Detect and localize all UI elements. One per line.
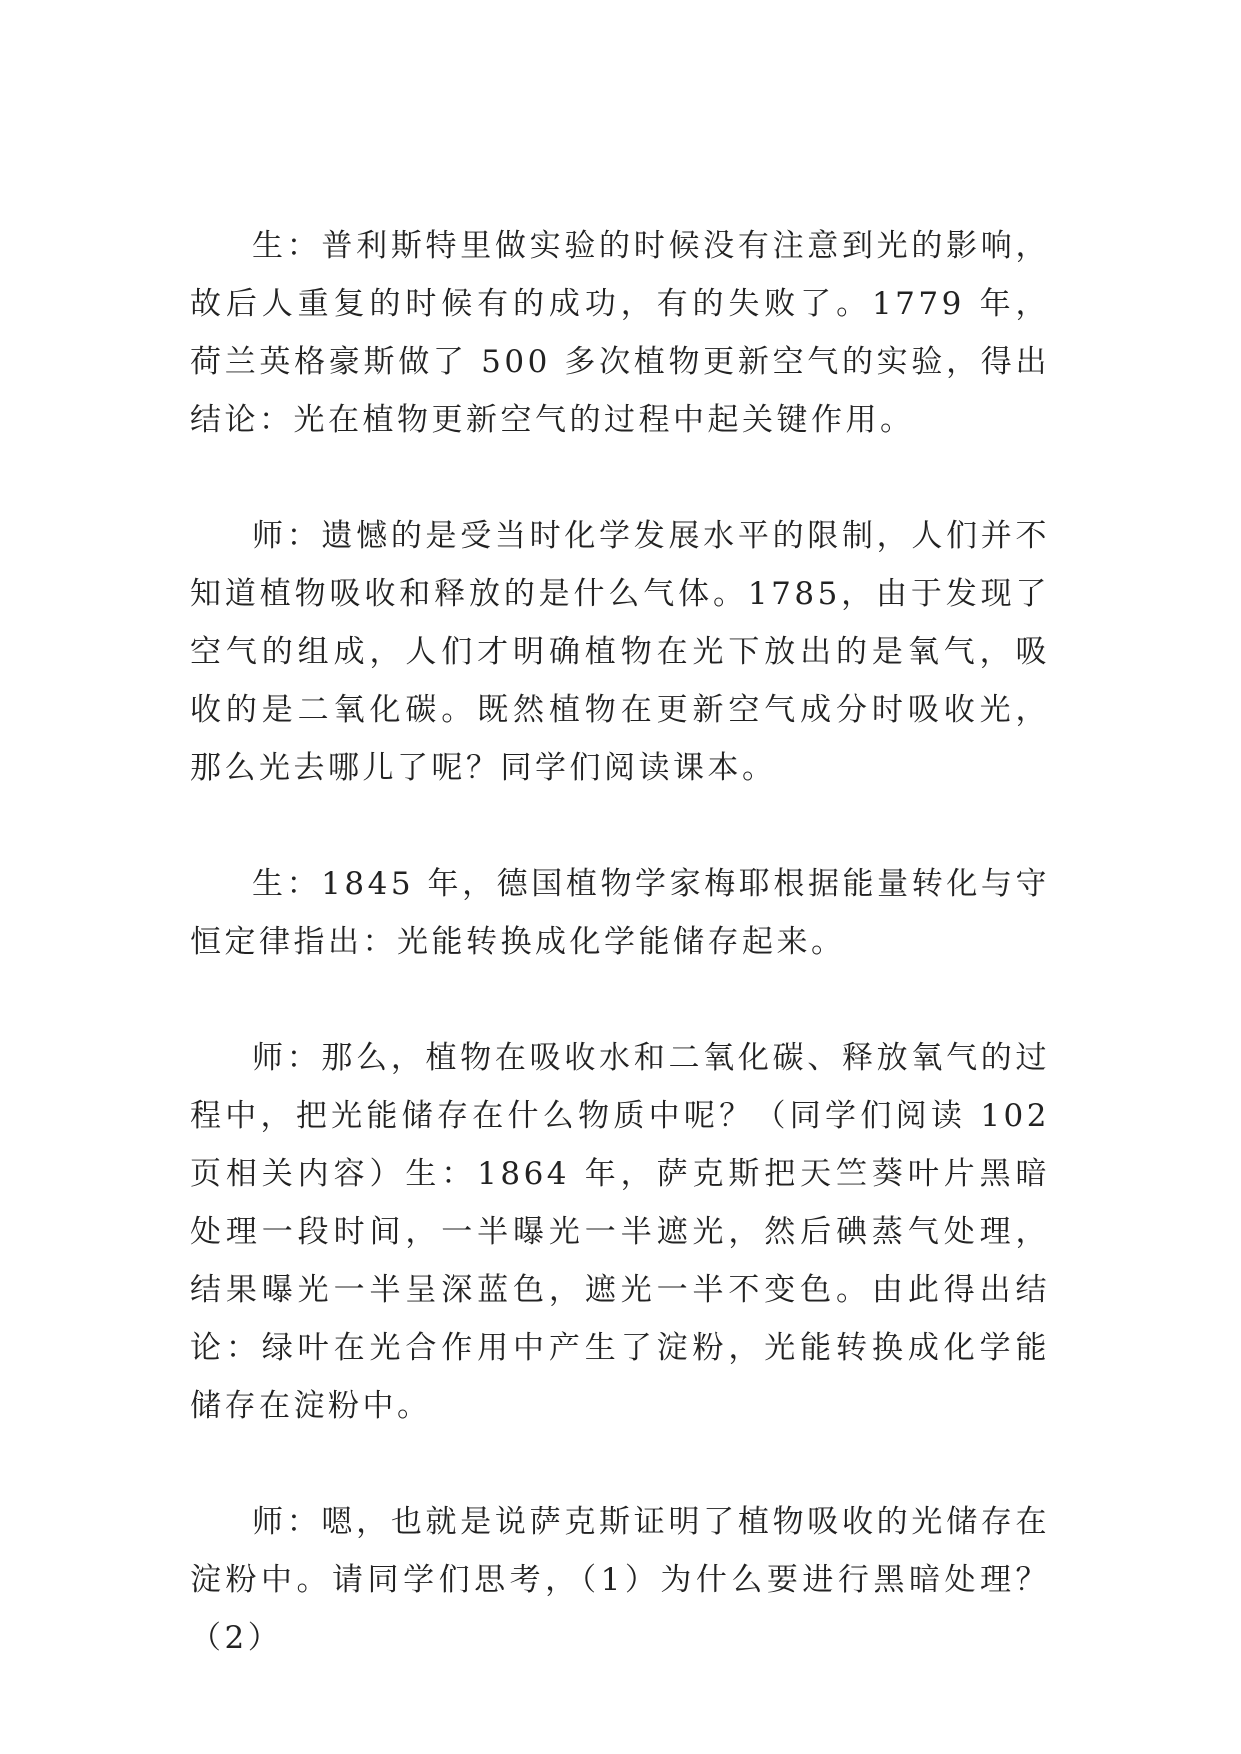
document-body (190, 217, 1050, 1667)
paragraph-2: 师：遗憾的是受当时化学发展水平的限制，人们并不知道植物吸收和释放的是什么气体。1785，由于发现了空气的组成，人们才明确植物在光下放出的是氧气，吸收的是二氧化碳。既然植物在更新空气成分时吸收光，那么光去哪儿了呢？同学们阅读课本。 (190, 518, 1050, 786)
paragraph-4: 师：那么，植物在吸收水和二氧化碳、释放氧气的过程中，把光能储存在什么物质中呢？（同学们阅读 102 页相关内容）生：1864 年，萨克斯把天竺葵叶片黑暗处理一段时间，一半曝光一半遮光，然后碘蒸气处理，结果曝光一半呈深蓝色，遮光一半不变色。由此得出结论：绿叶在光合作用中产生了淀粉，光能转换成化学能储存在淀粉中。 (190, 1040, 1050, 1424)
paragraph-5: 师：嗯，也就是说萨克斯证明了植物吸收的光储存在淀粉中。请同学们思考，（1）为什么要进行黑暗处理？（2） (190, 1504, 1050, 1656)
paragraph-1: 生：普利斯特里做实验的时候没有注意到光的影响，故后人重复的时候有的成功，有的失败了。1779 年，荷兰英格豪斯做了 500 多次植物更新空气的实验，得出结论：光在植物更新空气的过程中起关键作用。 (190, 228, 1050, 438)
paragraph-3: 生：1845 年，德国植物学家梅耶根据能量转化与守恒定律指出：光能转换成化学能储存起来。 (190, 866, 1050, 960)
